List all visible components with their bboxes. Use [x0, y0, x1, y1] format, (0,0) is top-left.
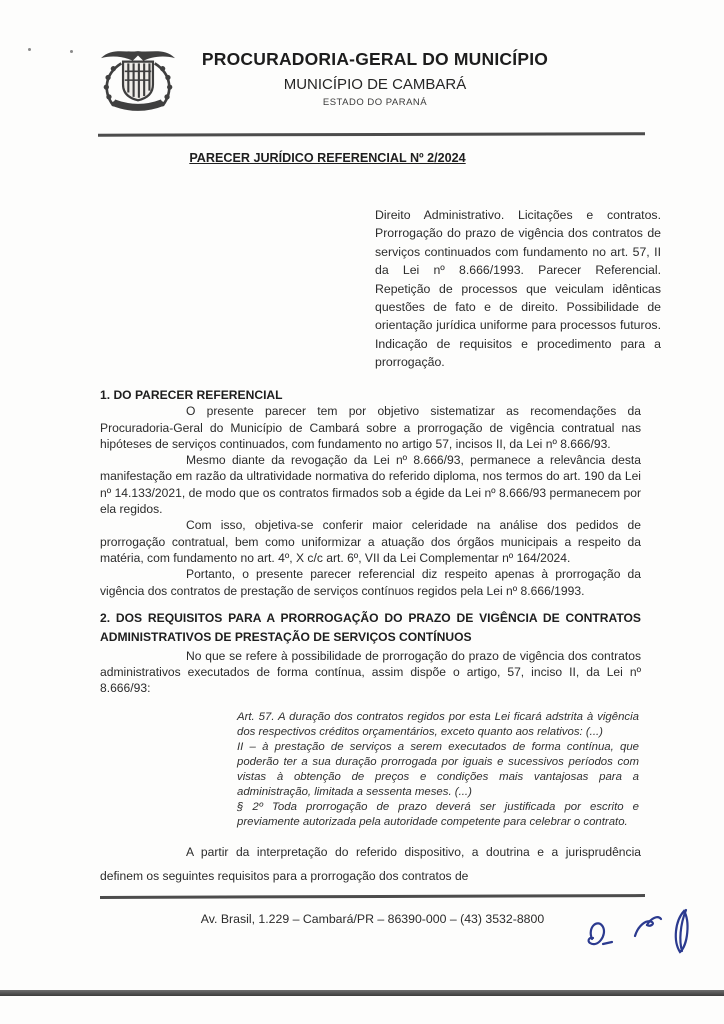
section-2-intro-paragraph: No que se refere à possibilidade de prorrogação do prazo de vigência dos contratos administrativos executados de forma contínua, assim dispõe o artigo, 57, inciso II, da Lei nº 8.666/93:	[100, 648, 641, 696]
scan-artifact-dot	[70, 50, 73, 53]
scan-edge-bar	[0, 990, 724, 996]
section-1-paragraph: Com isso, objetiva-se conferir maior celeridade na análise dos pedidos de prorrogação contratual, bem como uniformizar a atuação dos órgãos municipais a respeito da matéria, com fundamento no art. 4º, X c/c art. 6º, VII da Lei Complementar nº 164/2024.	[100, 518, 641, 565]
municipality-name: MUNICÍPIO DE CAMBARÁ	[283, 76, 467, 93]
section-1-paragraph: Mesmo diante da revogação da Lei nº 8.666/93, permanece a relevância desta manifestação em razão da ultratividade normativa do referido diploma, nos termos do art. 190 da Lei nº 14.133/2021, de modo que os contratos firmados sob a égide da Lei nº 8.666/93 permanecem por ela regidos.	[100, 453, 641, 517]
letterhead	[140, 49, 610, 108]
section-1-paragraph: Portanto, o presente parecer referencial diz respeito apenas à prorrogação da vigência dos contratos de prestação de serviços contínuos regidos pela Lei nº 8.666/1993.	[100, 567, 641, 598]
section-1-heading: 1. DO PARECER REFERENCIAL	[100, 388, 283, 402]
statute-quote-line: Art. 57. A duração dos contratos regidos por esta Lei ficará adstrita à vigência dos respectivos créditos orçamentários, exceto quanto aos relativos: (...)	[237, 710, 639, 738]
footer-address: Av. Brasil, 1.229 – Cambará/PR – 86390-000 – (43) 3532-8800	[200, 912, 545, 926]
statute-blockquote	[237, 710, 639, 830]
organization-name: PROCURADORIA-GERAL DO MUNICÍPIO	[201, 49, 549, 69]
section-2-closing-paragraph: A partir da interpretação do referido dispositivo, a doutrina e a jurisprudência definem os seguintes requisitos para a prorrogação dos contratos de	[100, 844, 641, 883]
scan-artifact-dot	[28, 48, 31, 51]
footer-divider-line	[100, 894, 645, 899]
section-2-heading: 2. DOS REQUISITOS PARA A PRORROGAÇÃO DO PRAZO DE VIGÊNCIA DE CONTRATOS ADMINISTRATIVOS DE PRESTAÇÃO DE SERVIÇOS CONTÍNUOS	[100, 610, 641, 645]
signature-ink-icon	[572, 903, 717, 965]
statute-quote-line: § 2º Toda prorrogação de prazo deverá ser justificada por escrito e previamente autorizada pela autoridade competente para celebrar o contrato.	[237, 800, 639, 828]
document-title-text: PARECER JURÍDICO REFERENCIAL Nº 2/2024	[189, 151, 466, 165]
document-title	[55, 151, 600, 165]
section-1-paragraph: O presente parecer tem por objetivo sistematizar as recomendações da Procuradoria-Geral do Município de Cambará sobre a prorrogação de vigência contratual nas hipóteses de serviços continuados, com fundamento no artigo 57, incisos II, da Lei nº 8.666/93.	[100, 404, 641, 451]
state-name: ESTADO DO PARANÁ	[322, 97, 428, 108]
ementa-summary-block: Direito Administrativo. Licitações e contratos. Prorrogação do prazo de vigência dos contratos de serviços continuados com fundamento no art. 57, II da Lei nº 8.666/1993. Parecer Referencial. Repetição de processos que veiculam idênticas questões de fato e de direito. Possibilidade de orientação jurídica uniforme para processos futuros. Indicação de requisitos e procedimento para a prorrogação.	[375, 208, 661, 370]
header-divider-line	[98, 132, 645, 136]
statute-quote-line: II – à prestação de serviços a serem executados de forma contínua, que poderão ter a sua duração prorrogada por iguais e sucessivos períodos com vistas à obtenção de preços e condições mais vantajosas para a administração, limitada a sessenta meses. (...)	[237, 740, 639, 798]
document-body	[100, 387, 641, 888]
